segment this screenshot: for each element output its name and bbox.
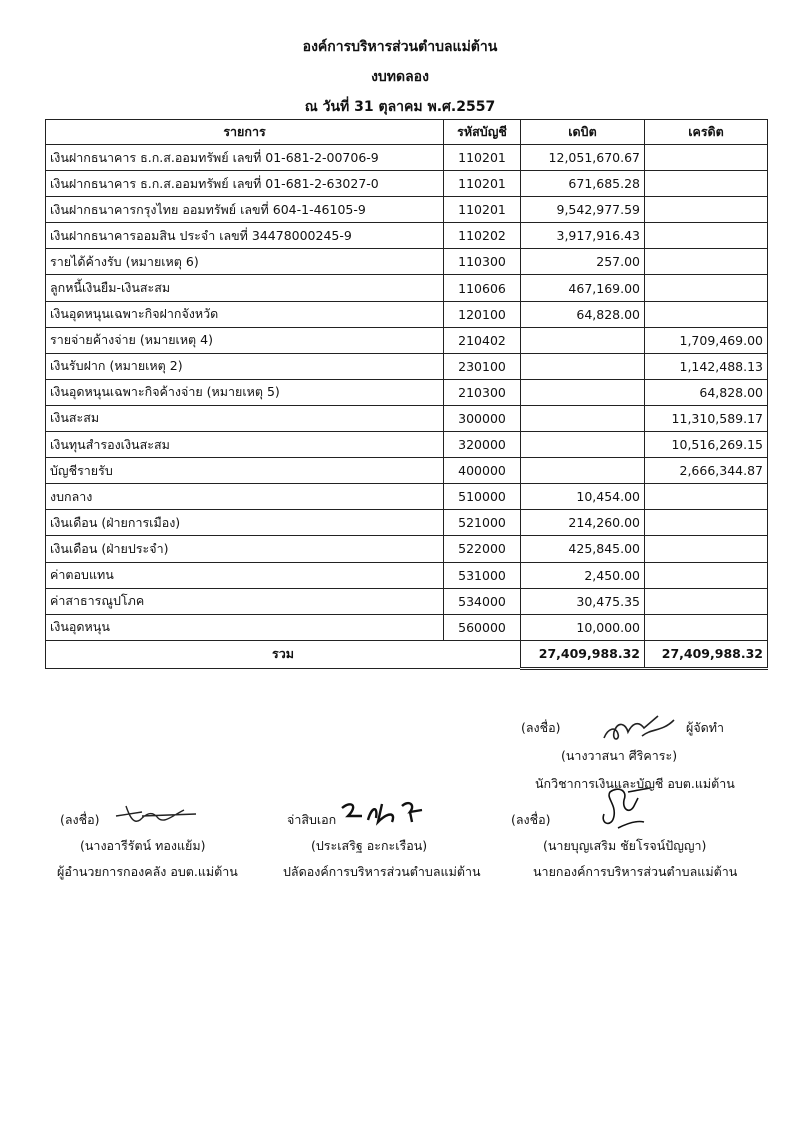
account-name-cell: ค่าสาธารณูปโภค [46, 588, 444, 614]
debit-cell: 3,917,916.43 [521, 223, 645, 249]
account-code-cell: 210402 [444, 327, 521, 353]
debit-cell: 257.00 [521, 249, 645, 275]
table-row [46, 562, 768, 588]
credit-cell: 1,709,469.00 [645, 327, 768, 353]
table-row [46, 353, 768, 379]
debit-cell: 671,685.28 [521, 171, 645, 197]
debit-cell: 64,828.00 [521, 301, 645, 327]
document-title: งบทดลอง [371, 69, 429, 85]
mayor-signed-label: (ลงชื่อ) [511, 812, 551, 827]
credit-cell [645, 223, 768, 249]
debit-cell [521, 353, 645, 379]
account-name-cell: เงินฝากธนาคารกรุงไทย ออมทรัพย์ เลขที่ 604-1-46105-9 [46, 197, 444, 223]
debit-cell [521, 405, 645, 431]
table-row [46, 458, 768, 484]
preparer-signature-image [598, 710, 678, 744]
account-name-cell: เงินรับฝาก (หมายเหตุ 2) [46, 353, 444, 379]
debit-cell: 12,051,670.67 [521, 145, 645, 171]
credit-cell [645, 145, 768, 171]
credit-cell [645, 249, 768, 275]
account-code-cell: 110201 [444, 197, 521, 223]
mayor-signature-image [584, 784, 654, 832]
preparer-role-label: ผู้จัดทำ [686, 720, 725, 735]
table-row [46, 484, 768, 510]
credit-cell [645, 171, 768, 197]
document-date: ณ วันที่ 31 ตุลาคม พ.ศ.2557 [304, 99, 496, 115]
debit-cell: 30,475.35 [521, 588, 645, 614]
table-row [46, 301, 768, 327]
clerk-position: ปลัดองค์การบริหารส่วนตำบลแม่ต้าน [283, 864, 481, 879]
debit-cell: 10,000.00 [521, 614, 645, 640]
account-code-cell: 560000 [444, 614, 521, 640]
account-code-cell: 531000 [444, 562, 521, 588]
account-code-cell: 110300 [444, 249, 521, 275]
credit-cell: 64,828.00 [645, 379, 768, 405]
account-code-cell: 110202 [444, 223, 521, 249]
preparer-name: (นางวาสนา ศีริคาระ) [561, 748, 678, 763]
total-debit: 27,409,988.32 [521, 640, 645, 668]
table-header-row [46, 120, 768, 145]
debit-cell: 10,454.00 [521, 484, 645, 510]
credit-cell: 11,310,589.17 [645, 405, 768, 431]
account-name-cell: เงินเดือน (ฝ่ายประจำ) [46, 536, 444, 562]
credit-cell [645, 275, 768, 301]
debit-cell: 467,169.00 [521, 275, 645, 301]
table-row [46, 145, 768, 171]
account-name-cell: เงินทุนสำรองเงินสะสม [46, 432, 444, 458]
table-row [46, 379, 768, 405]
account-code-cell: 120100 [444, 301, 521, 327]
finance-director-position: ผู้อำนวยการกองคลัง อบต.แม่ต้าน [57, 864, 238, 879]
account-name-cell: รายได้ค้างรับ (หมายเหตุ 6) [46, 249, 444, 275]
table-row [46, 249, 768, 275]
debit-cell [521, 432, 645, 458]
account-code-cell: 110606 [444, 275, 521, 301]
credit-cell [645, 301, 768, 327]
clerk-signature-image [338, 796, 430, 828]
account-code-cell: 400000 [444, 458, 521, 484]
finance-director-signature-image [112, 798, 198, 828]
account-name-cell: เงินเดือน (ฝ่ายการเมือง) [46, 510, 444, 536]
table-row [46, 223, 768, 249]
total-label: รวม [46, 640, 521, 668]
debit-cell: 9,542,977.59 [521, 197, 645, 223]
account-name-cell: เงินฝากธนาคาร ธ.ก.ส.ออมทรัพย์ เลขที่ 01-681-2-63027-0 [46, 171, 444, 197]
credit-cell [645, 197, 768, 223]
debit-cell [521, 458, 645, 484]
account-name-cell: ค่าตอบแทน [46, 562, 444, 588]
account-name-cell: ลูกหนี้เงินยืม-เงินสะสม [46, 275, 444, 301]
debit-cell [521, 327, 645, 353]
account-name-cell: เงินอุดหนุนเฉพาะกิจฝากจังหวัด [46, 301, 444, 327]
table-row [46, 171, 768, 197]
account-name-cell: งบกลาง [46, 484, 444, 510]
debit-cell: 2,450.00 [521, 562, 645, 588]
table-row [46, 510, 768, 536]
account-name-cell: เงินฝากธนาคารออมสิน ประจำ เลขที่ 34478000245-9 [46, 223, 444, 249]
account-code-cell: 534000 [444, 588, 521, 614]
table-row [46, 432, 768, 458]
account-code-cell: 110201 [444, 171, 521, 197]
preparer-signed-label: (ลงชื่อ) [521, 720, 561, 735]
credit-cell [645, 510, 768, 536]
clerk-name: (ประเสริฐ อะกะเรือน) [311, 838, 428, 853]
credit-cell [645, 536, 768, 562]
table-row [46, 197, 768, 223]
account-code-cell: 510000 [444, 484, 521, 510]
account-code-cell: 522000 [444, 536, 521, 562]
account-code-cell: 110201 [444, 145, 521, 171]
credit-cell: 1,142,488.13 [645, 353, 768, 379]
account-name-cell: เงินสะสม [46, 405, 444, 431]
mayor-position: นายกองค์การบริหารส่วนตำบลแม่ต้าน [533, 864, 738, 879]
account-name-cell: เงินอุดหนุน [46, 614, 444, 640]
credit-cell [645, 562, 768, 588]
account-code-cell: 210300 [444, 379, 521, 405]
table-row [46, 405, 768, 431]
mayor-name: (นายบุญเสริม ชัยโรจน์ปัญญา) [543, 838, 707, 853]
table-row [46, 327, 768, 353]
finance-director-signed-label: (ลงชื่อ) [60, 812, 100, 827]
credit-cell: 2,666,344.87 [645, 458, 768, 484]
credit-cell [645, 484, 768, 510]
credit-cell [645, 614, 768, 640]
account-code-cell: 230100 [444, 353, 521, 379]
total-row [46, 640, 768, 668]
preparer-position: นักวิชาการเงินและบัญชี อบต.แม่ต้าน [535, 776, 735, 791]
credit-cell: 10,516,269.15 [645, 432, 768, 458]
table-row [46, 614, 768, 640]
table-row [46, 275, 768, 301]
clerk-rank: จ่าสิบเอก [287, 812, 337, 827]
account-code-cell: 521000 [444, 510, 521, 536]
column-header-code: รหัสบัญชี [444, 120, 521, 145]
column-header-item: รายการ [46, 120, 444, 145]
column-header-debit: เดบิต [521, 120, 645, 145]
trial-balance-table [45, 119, 768, 670]
debit-cell: 214,260.00 [521, 510, 645, 536]
account-name-cell: บัญชีรายรับ [46, 458, 444, 484]
debit-cell [521, 379, 645, 405]
total-credit: 27,409,988.32 [645, 640, 768, 668]
account-name-cell: เงินฝากธนาคาร ธ.ก.ส.ออมทรัพย์ เลขที่ 01-681-2-00706-9 [46, 145, 444, 171]
credit-cell [645, 588, 768, 614]
account-code-cell: 320000 [444, 432, 521, 458]
account-code-cell: 300000 [444, 405, 521, 431]
account-name-cell: เงินอุดหนุนเฉพาะกิจค้างจ่าย (หมายเหตุ 5) [46, 379, 444, 405]
table-row [46, 536, 768, 562]
finance-director-name: (นางอารีรัตน์ ทองแย้ม) [80, 838, 206, 853]
organization-title: องค์การบริหารส่วนตำบลแม่ต้าน [302, 39, 498, 55]
column-header-credit: เครดิต [645, 120, 768, 145]
table-row [46, 588, 768, 614]
debit-cell: 425,845.00 [521, 536, 645, 562]
account-name-cell: รายจ่ายค้างจ่าย (หมายเหตุ 4) [46, 327, 444, 353]
